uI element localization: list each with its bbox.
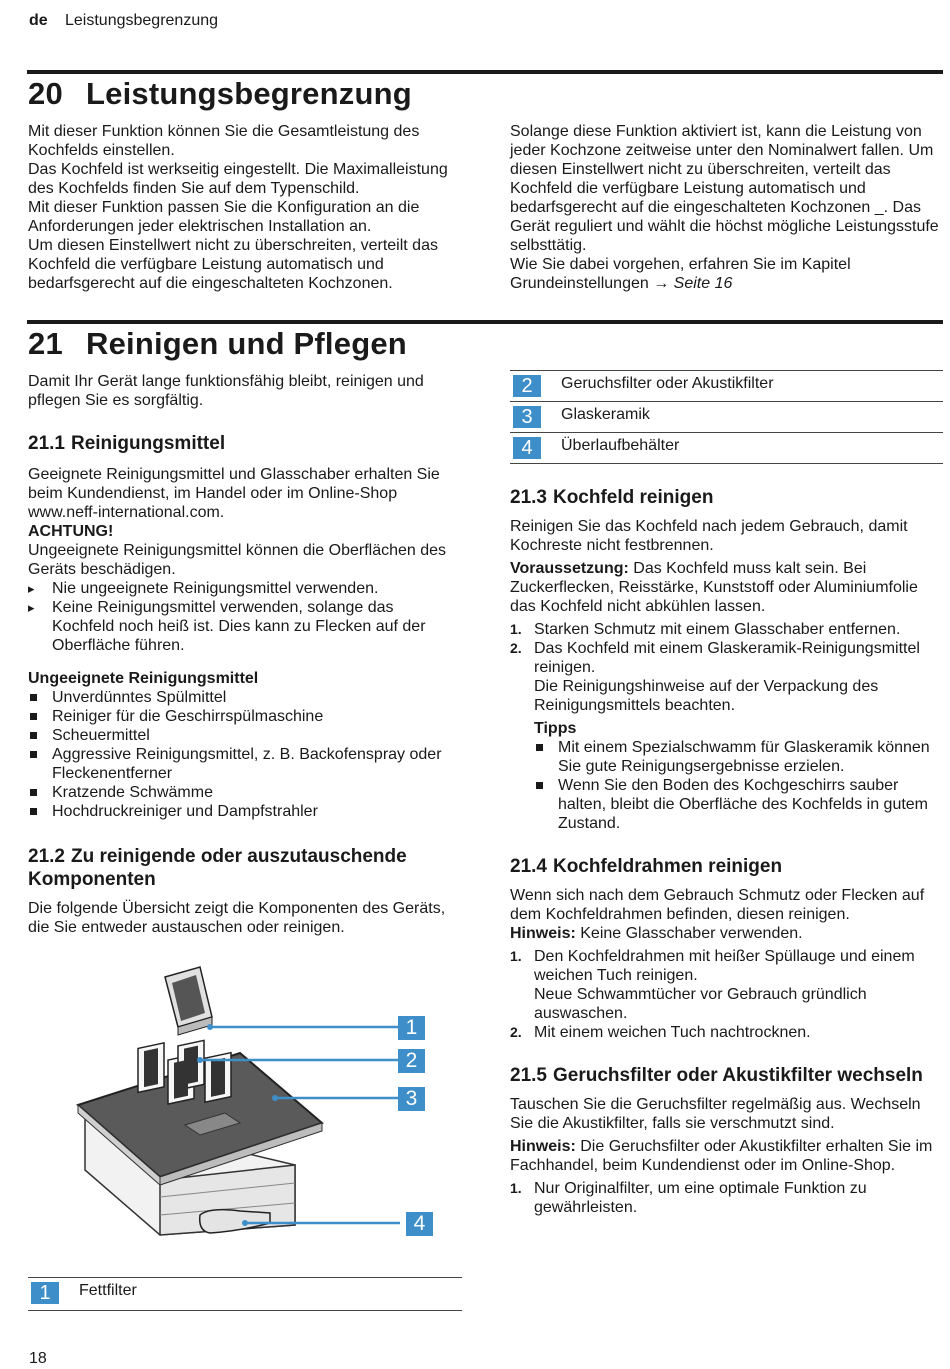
paragraph	[510, 122, 942, 255]
unsuitable-heading: Ungeeignete Reinigungsmittel	[28, 670, 259, 687]
cleaning-steps	[510, 620, 942, 715]
header-language: de	[29, 12, 48, 29]
note-label: Hinweis:	[510, 925, 576, 942]
paragraph: Um diesen Einstellwert nicht zu überschreiten, verteilt das Kochfeld die verfügbare Leistung automatisch und bedarfsgerecht auf die eingeschalteten Kochzonen.	[28, 237, 438, 292]
page-number: 18	[29, 1350, 47, 1367]
subsection-21-1-heading	[28, 432, 460, 455]
subsection-number: 21.2	[28, 846, 65, 867]
warning-label: ACHTUNG!	[28, 523, 114, 540]
note	[510, 1137, 942, 1175]
list-item: ▸ Nie ungeeignete Reinigungsmittel verwenden.	[28, 579, 460, 598]
component-label: Glaskeramik	[561, 406, 650, 423]
list-item: Scheuermittel	[28, 726, 460, 745]
list-item: Hochdruckreiniger und Dampfstrahler	[28, 802, 460, 821]
list-item: Mit einem Spezialschwamm für Glaskeramik können Sie gute Reinigungsergebnisse erzielen.	[534, 738, 942, 776]
note-text: Keine Glasschaber verwenden.	[575, 925, 803, 942]
step-result: Die Reinigungshinweise auf der Verpackung des Reinigungsmittels beachten.	[534, 678, 879, 714]
component-number: 2	[513, 375, 541, 397]
grease-filter	[165, 967, 212, 1035]
warning-list	[28, 579, 460, 655]
callout-4: 4	[406, 1212, 433, 1236]
list-item: Reiniger für die Geschirrspülmaschine	[28, 707, 460, 726]
section-21-right-column	[510, 486, 942, 1217]
paragraph: Reinigen Sie das Kochfeld nach jedem Gebrauch, damit Kochreste nicht festbrennen.	[510, 518, 908, 554]
paragraph: Mit dieser Funktion können Sie die Gesamtleistung des Kochfelds einstellen.	[28, 123, 420, 159]
tips-block	[510, 715, 942, 833]
list-item: ▸ Keine Reinigungsmittel verwenden, solange das Kochfeld noch heiß ist. Dies kann zu Flecken auf der Oberfläche führen.	[28, 598, 460, 655]
section-21-left-column	[28, 372, 460, 937]
note-label: Hinweis:	[510, 1138, 576, 1155]
step-number: 1.	[510, 621, 522, 637]
step-item	[510, 1023, 942, 1042]
tips-heading: Tipps	[534, 720, 577, 737]
paragraph-text: Wie Sie dabei vorgehen, erfahren Sie im Kapitel Grundeinstellungen	[510, 256, 851, 292]
page-reference-link[interactable]: → Seite 16	[653, 275, 733, 292]
callout-3: 3	[398, 1087, 425, 1111]
paragraph: Geeignete Reinigungsmittel und Glasschaber erhalten Sie beim Kundendienst, im Handel oder im Online-Shop www.neff-international.com.	[28, 466, 440, 521]
step-item	[510, 947, 942, 1023]
component-label: Geruchsfilter oder Akustikfilter	[561, 375, 774, 392]
section-number: 20	[28, 76, 63, 111]
step-text: Starken Schmutz mit einem Glasschaber entfernen.	[534, 621, 901, 638]
component-row	[510, 371, 943, 402]
section-20-right-column	[510, 122, 942, 293]
subsection-21-5-heading	[510, 1064, 942, 1087]
component-number: 3	[513, 406, 541, 428]
component-row	[510, 402, 943, 433]
subsection-title: Kochfeld reinigen	[552, 487, 714, 508]
subsection-title: Zu reinigende oder auszutauschende Komponenten	[28, 846, 407, 890]
list-item: Unverdünntes Spülmittel	[28, 688, 460, 707]
subsection-title: Geruchsfilter oder Akustikfilter wechseln	[552, 1065, 923, 1086]
section-intro: Damit Ihr Gerät lange funktionsfähig bleibt, reinigen und pflegen Sie es sorgfältig.	[28, 373, 424, 409]
component-number: 4	[513, 437, 541, 459]
component-number: 1	[31, 1282, 59, 1304]
header-title: Leistungsbegrenzung	[65, 12, 219, 29]
subsection-number: 21.5	[510, 1065, 547, 1086]
list-item: Wenn Sie den Boden des Kochgeschirrs sauber halten, bleibt die Oberfläche des Kochfelds in gutem Zustand.	[534, 776, 942, 833]
step-number: 2.	[510, 640, 522, 656]
paragraph: Mit dieser Funktion passen Sie die Konfiguration an die Anforderungen jeder elektrischen Installation an.	[28, 199, 420, 235]
subsection-21-4-heading	[510, 855, 942, 878]
subsection-title: Reinigungsmittel	[70, 433, 226, 454]
step-text: Mit einem weichen Tuch nachtrocknen.	[534, 1024, 811, 1041]
note-text: Die Geruchsfilter oder Akustikfilter erhalten Sie im Fachhandel, beim Kundendienst oder im Online-Shop.	[510, 1138, 933, 1174]
paragraph-text: . Das Gerät reguliert und wählt die höchst mögliche Leistungsstufe selbsttätig.	[510, 199, 939, 254]
list-item: Kratzende Schwämme	[28, 783, 460, 802]
subsection-21-3-heading	[510, 486, 942, 509]
tips-list	[534, 738, 942, 833]
step-number: 1.	[510, 948, 522, 964]
callout-2: 2	[398, 1049, 425, 1073]
step-text: Den Kochfeldrahmen mit heißer Spüllauge und einem weichen Tuch reinigen.	[534, 948, 915, 984]
paragraph	[510, 255, 942, 293]
callout-1: 1	[398, 1016, 425, 1040]
step-item	[510, 639, 942, 715]
subsection-title: Kochfeldrahmen reinigen	[552, 856, 783, 877]
step-result: Neue Schwammtücher vor Gebrauch gründlich auswaschen.	[534, 986, 867, 1022]
component-label: Fettfilter	[79, 1282, 137, 1299]
component-legend-right	[510, 370, 943, 464]
subsection-number: 21.3	[510, 487, 547, 508]
step-number: 1.	[510, 1180, 522, 1196]
paragraph: Tauschen Sie die Geruchsfilter regelmäßig aus. Wechseln Sie die Akustikfilter, falls sie verschmutzt sind.	[510, 1096, 921, 1132]
section-21-heading	[28, 326, 407, 362]
step-text: Das Kochfeld mit einem Glaskeramik-Reinigungsmittel reinigen.	[534, 640, 920, 676]
component-label: Überlaufbehälter	[561, 437, 680, 454]
step-item	[510, 620, 942, 639]
step-item	[510, 1179, 942, 1217]
section-21-rule	[27, 320, 943, 324]
paragraph: Die folgende Übersicht zeigt die Komponenten des Geräts, die Sie entweder austauschen oder reinigen.	[28, 900, 446, 936]
cooktop-components-illustration	[60, 965, 445, 1255]
subsection-number: 21.4	[510, 856, 547, 877]
step-text: Nur Originalfilter, um eine optimale Funktion zu gewährleisten.	[534, 1180, 867, 1216]
step-number: 2.	[510, 1024, 522, 1040]
subsection-number: 21.1	[28, 433, 65, 454]
component-row	[28, 1278, 462, 1311]
section-20-rule	[27, 70, 943, 74]
paragraph: Das Kochfeld ist werkseitig eingestellt. Die Maximalleistung des Kochfelds finden Sie auf dem Typenschild.	[28, 161, 448, 197]
paragraph: Wenn sich nach dem Gebrauch Schmutz oder Flecken auf dem Kochfeldrahmen befinden, diesen reinigen.	[510, 887, 925, 923]
warning-text: Ungeeignete Reinigungsmittel können die Oberflächen des Geräts beschädigen.	[28, 542, 447, 578]
prerequisite	[510, 559, 942, 616]
prerequisite-text: Das Kochfeld muss kalt sein. Bei Zuckerflecken, Reisstärke, Kunststoff oder Aluminiumfolie das Kochfeld nicht abkühlen lassen.	[510, 560, 918, 615]
subsection-21-2-heading	[28, 845, 460, 891]
zone-symbol: _	[874, 199, 884, 216]
note	[510, 924, 942, 943]
section-20-left-column	[28, 122, 468, 293]
paragraph-text: Solange diese Funktion aktiviert ist, kann die Leistung von jeder Kochzone zeitweise unter den Nominalwert fallen. Um diesen Einstellwert nicht zu überschreiten, verteilt das Kochfeld die verfügbare Leistung automatisch und bedarfsgerecht auf die eingeschalteten Kochzonen	[510, 123, 934, 216]
component-row	[510, 433, 943, 464]
frame-cleaning-steps	[510, 947, 942, 1042]
component-legend-left	[28, 1277, 462, 1311]
section-title: Reinigen und Pflegen	[86, 326, 407, 361]
overflow-container	[200, 1210, 270, 1233]
unsuitable-list	[28, 688, 460, 821]
section-20-heading	[28, 76, 412, 112]
list-item: Aggressive Reinigungsmittel, z. B. Backofenspray oder Fleckenentferner	[28, 745, 460, 783]
section-number: 21	[28, 326, 63, 361]
section-title: Leistungsbegrenzung	[86, 76, 412, 111]
filter-steps	[510, 1179, 942, 1217]
prerequisite-label: Voraussetzung:	[510, 560, 629, 577]
